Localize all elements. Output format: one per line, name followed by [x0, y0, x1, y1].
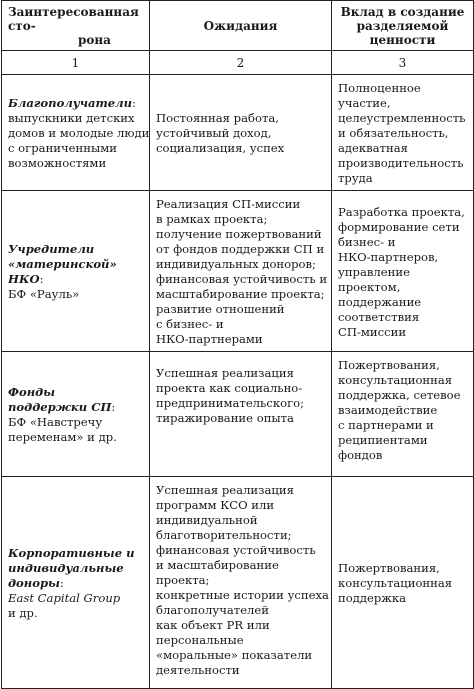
stakeholder-table — [1, 0, 474, 689]
expectation-line: социализация, успех — [156, 141, 285, 155]
stakeholder-line: БФ «Рауль» — [8, 287, 80, 301]
contribution-line: поддержка, сетевое — [338, 388, 461, 402]
contribution-line: СП-миссии — [338, 324, 407, 339]
expectation-line: НКО-партнерами — [156, 332, 263, 346]
stakeholder-cell — [2, 352, 150, 477]
contribution-cell — [332, 191, 474, 352]
contribution-line: НКО-партнеров, — [338, 249, 439, 264]
expectation-line: масштабирование проекта; — [156, 287, 325, 301]
stakeholder-cell — [2, 75, 150, 191]
expectation-line: деятельности — [156, 663, 240, 677]
contribution-line: производительность — [338, 156, 464, 170]
column-number-2: 2 — [150, 51, 332, 75]
expectation-line: благотворительности; — [156, 528, 292, 542]
stakeholder-line: и др. — [8, 606, 38, 620]
stakeholder-title — [8, 546, 145, 591]
expectation-line: финансовая устойчивость и — [156, 272, 328, 286]
column-number-3: 3 — [332, 51, 474, 75]
contribution-line: проектом, — [338, 279, 401, 294]
header-contribution — [332, 1, 474, 51]
header-contribution-line2: разделяемой ценности — [356, 18, 449, 47]
contribution-cell — [332, 477, 474, 689]
stakeholder-line: БФ «Навстречу — [8, 415, 103, 429]
expectations-cell — [150, 477, 332, 689]
header-stakeholder — [2, 1, 150, 51]
contribution-line: труда — [338, 171, 373, 185]
stakeholder-title: Благополучатели — [8, 96, 133, 110]
column-number-1: 1 — [2, 51, 150, 75]
expectations-cell — [150, 75, 332, 191]
contribution-line: целеустремленность — [338, 111, 466, 125]
table-row — [2, 477, 474, 689]
title-line: Учредители — [8, 242, 95, 256]
title-suffix: : — [111, 400, 116, 414]
expectation-line: Успешная реализация — [156, 366, 294, 380]
stakeholder-cell — [2, 477, 150, 689]
header-expectations: Ожидания — [150, 1, 332, 51]
expectation-line: финансовая устойчивость — [156, 543, 316, 557]
expectation-line: «моральные» показатели — [156, 648, 313, 662]
expectation-line: в рамках проекта; — [156, 212, 268, 226]
title-line: Фонды — [8, 385, 56, 399]
expectation-line: предпринимательского; — [156, 396, 305, 410]
contribution-line: управление — [338, 264, 410, 279]
contribution-line: фондов — [338, 448, 383, 462]
stakeholder-subtitle: East Capital Group — [8, 591, 121, 605]
expectation-line: индивидуальной — [156, 513, 258, 527]
stakeholder-title — [8, 242, 145, 287]
expectation-line: проекта; — [156, 573, 210, 587]
header-stakeholder-line2: рона — [78, 32, 111, 47]
expectation-line: Реализация СП-миссии — [156, 197, 301, 211]
expectation-line: с бизнес- и — [156, 317, 224, 331]
title-line: доноры: — [8, 576, 64, 590]
header-stakeholder-line1: Заинтересованная сто- — [8, 4, 139, 33]
stakeholder-line: выпускники детских — [8, 111, 135, 125]
contribution-line: участие, — [338, 96, 391, 110]
stakeholder-line: с ограниченными — [8, 141, 117, 155]
contribution-line: адекватная — [338, 141, 408, 155]
contribution-line: Пожертвования, — [338, 358, 440, 372]
expectation-line: благополучателей — [156, 603, 270, 617]
title-line: НКО: — [8, 272, 44, 286]
stakeholder-cell — [2, 191, 150, 352]
expectation-line: тиражирование опыта — [156, 411, 294, 425]
contribution-line: поддержание — [338, 294, 422, 309]
title-suffix: : — [39, 272, 44, 286]
contribution-line: Разработка проекта, — [338, 204, 465, 219]
contribution-line: формирование сети — [338, 219, 460, 234]
contribution-line: взаимодействие — [338, 403, 438, 417]
expectation-line: проекта как социально- — [156, 381, 303, 395]
expectation-line: программ КСО или — [156, 498, 275, 512]
table-row — [2, 352, 474, 477]
expectation-line: Успешная реализация — [156, 483, 294, 497]
expectations-cell — [150, 191, 332, 352]
stakeholder-line: домов и молодые люди — [8, 126, 150, 140]
header-contribution-line1: Вклад в создание — [340, 4, 465, 19]
contribution-line: и обязательность, — [338, 126, 449, 140]
contribution-line: поддержка — [338, 591, 407, 605]
contribution-line: реципиентами — [338, 433, 428, 447]
header-row — [2, 1, 474, 51]
expectation-line: конкретные истории успеха — [156, 588, 329, 602]
contribution-line: Пожертвования, — [338, 561, 440, 575]
contribution-line: соответствия — [338, 309, 420, 324]
expectations-cell — [150, 352, 332, 477]
expectation-line: получение пожертвований — [156, 227, 322, 241]
column-number-row — [2, 51, 474, 75]
table-row — [2, 191, 474, 352]
contribution-line: Полноценное — [338, 81, 421, 95]
contribution-line: консультационная — [338, 576, 453, 590]
stakeholder-line: переменам» и др. — [8, 430, 117, 444]
contribution-line: бизнес- и — [338, 234, 396, 249]
stakeholder-line: возможностями — [8, 156, 107, 170]
title-suffix: : — [132, 96, 137, 110]
contribution-line: консультационная — [338, 373, 453, 387]
expectation-line: индивидуальных доноров; — [156, 257, 316, 271]
expectation-line: как объект PR или — [156, 618, 270, 632]
expectation-line: развитие отношений — [156, 302, 285, 316]
expectation-line: Постоянная работа, — [156, 111, 279, 125]
expectation-line: и масштабирование — [156, 558, 279, 572]
expectation-line: персональные — [156, 633, 244, 647]
contribution-line: с партнерами и — [338, 418, 434, 432]
title-line: поддержки СП: — [8, 400, 116, 414]
title-line: Корпоративные и — [8, 546, 135, 560]
table-row — [2, 75, 474, 191]
contribution-cell — [332, 352, 474, 477]
title-line: индивидуальные — [8, 561, 124, 575]
expectation-line: от фондов поддержки СП и — [156, 242, 325, 256]
title-suffix: : — [59, 576, 64, 590]
stakeholder-title — [8, 385, 145, 415]
title-line: «материнской» — [8, 257, 117, 271]
contribution-cell — [332, 75, 474, 191]
expectation-line: устойчивый доход, — [156, 126, 272, 140]
